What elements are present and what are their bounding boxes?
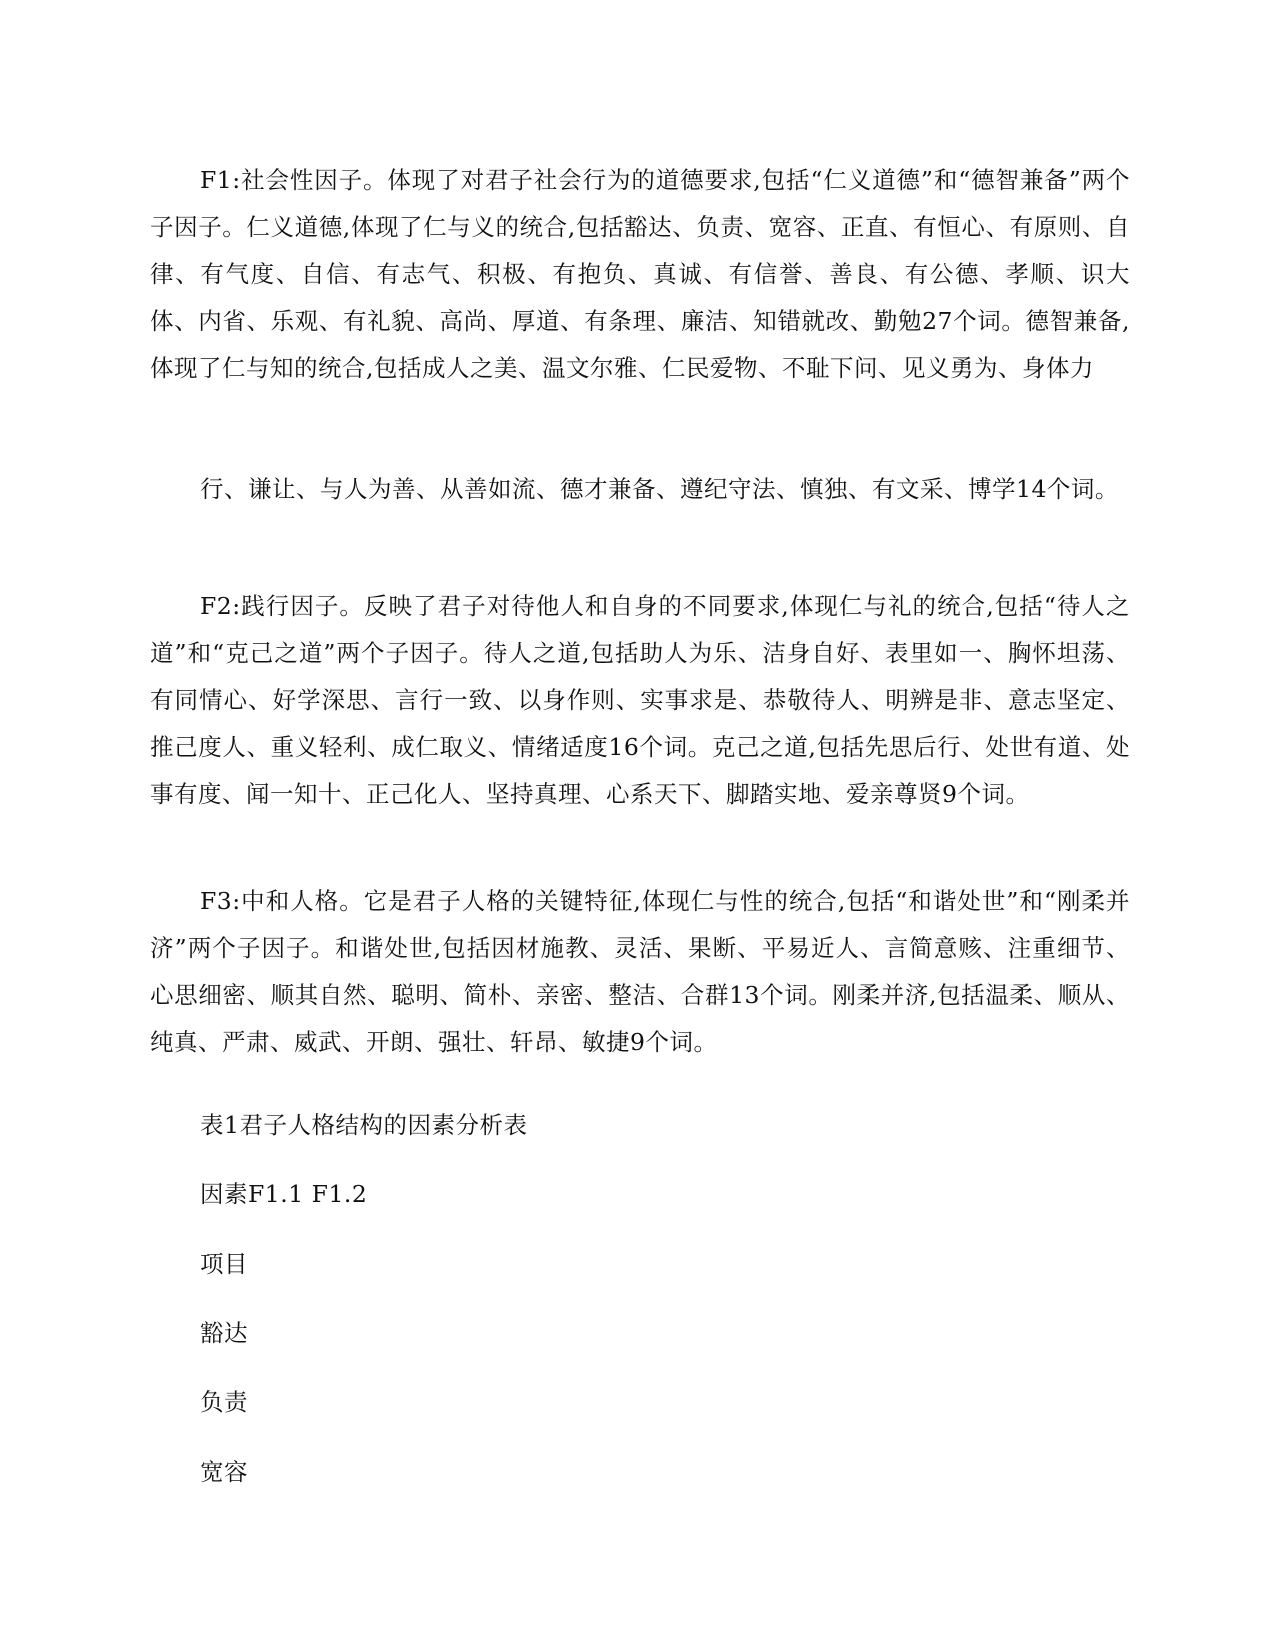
table-item: 负责 — [200, 1388, 248, 1416]
paragraph-f1: F1:社会性因子。体现了对君子社会行为的道德要求,包括“仁义道德”和“德智兼备”两个子因子。仁义道德,体现了仁与义的统合,包括豁达、负责、宽容、正直、有恒心、有原则、自律、有气度、自信、有志气、积极、有抱负、真诚、有信誉、善良、有公德、孝顺、识大体、内省、乐观、有礼貌、高尚、厚道、有条理、廉洁、知错就改、勤勉27个词。德智兼备,体现了仁与知的统合,包括成人之美、温文尔雅、仁民爱物、不耻下问、见义勇为、身体力 — [150, 166, 1130, 382]
paragraph-f3: F3:中和人格。它是君子人格的关键特征,体现仁与性的统合,包括“和谐处世”和“刚柔并济”两个子因子。和谐处世,包括因材施教、灵活、果断、平易近人、言简意赅、注重细节、心思细密、顺其自然、聪明、简朴、亲密、整洁、合群13个词。刚柔并济,包括温柔、顺从、纯真、严肃、威武、开朗、强壮、轩昂、敏捷9个词。 — [150, 887, 1130, 1056]
table-header: 因素F1.1 F1.2 — [200, 1180, 368, 1208]
table-caption: 表1君子人格结构的因素分析表 — [200, 1111, 528, 1139]
paragraph-f1-continued: 行、谦让、与人为善、从善如流、德才兼备、遵纪守法、慎独、有文采、博学14个词。 — [200, 475, 1119, 503]
table-item: 宽容 — [200, 1458, 248, 1486]
paragraph-f2: F2:践行因子。反映了君子对待他人和自身的不同要求,体现仁与礼的统合,包括“待人之道”和“克己之道”两个子因子。待人之道,包括助人为乐、洁身自好、表里如一、胸怀坦荡、有同情心、好学深思、言行一致、以身作则、实事求是、恭敬待人、明辨是非、意志坚定、推己度人、重义轻利、成仁取义、情绪适度16个词。克己之道,包括先思后行、处世有道、处事有度、闻一知十、正己化人、坚持真理、心系天下、脚踏实地、爱亲尊贤9个词。 — [150, 592, 1130, 808]
table-item: 豁达 — [200, 1319, 248, 1347]
table-column-label: 项目 — [200, 1250, 248, 1278]
